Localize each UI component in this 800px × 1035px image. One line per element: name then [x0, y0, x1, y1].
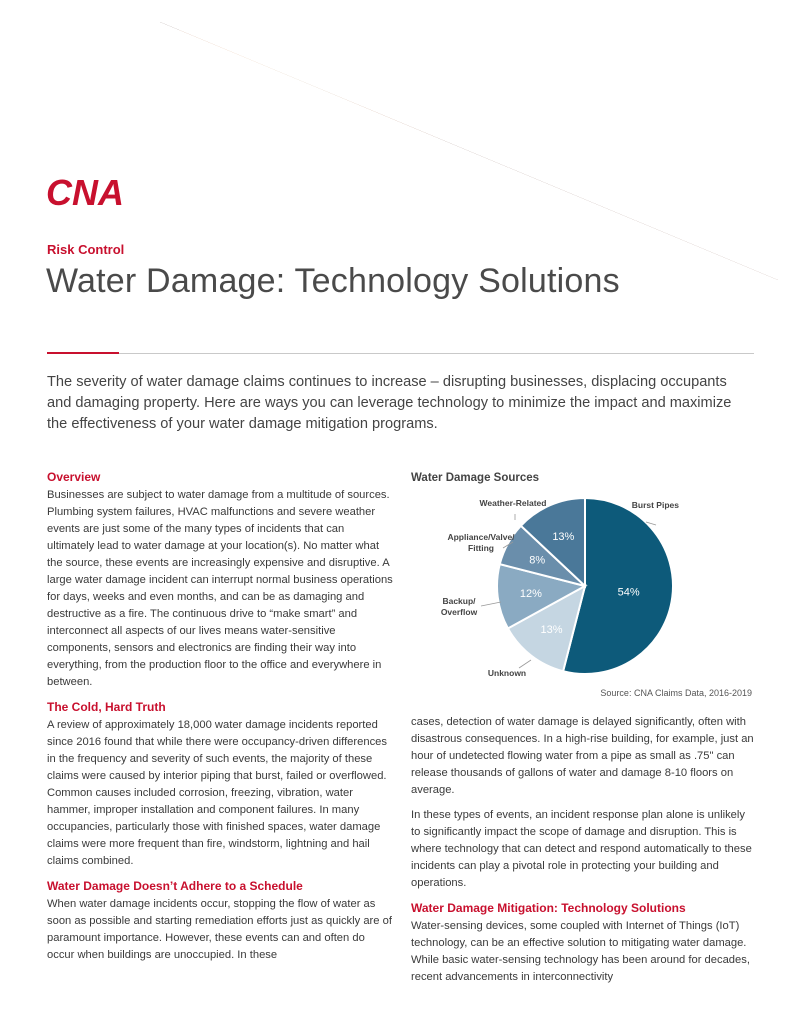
pipe-photo-graphic	[0, 0, 800, 280]
intro-paragraph: The severity of water damage claims continues to increase – disrupting businesses, displacing occupants and damaging property. Here are ways you can leverage technology to minimize the impact and maximize the effectiveness of your water damage mitigation programs.	[47, 374, 732, 432]
slice-category-label: Weather-Related	[479, 498, 547, 508]
header-photo	[0, 0, 800, 280]
right-column	[411, 714, 756, 994]
overview-text: Businesses are subject to water damage from a multitude of sources. Plumbing system failures, HVAC malfunctions and severe weather events are just some of the many types of incidents that can ultimately lead to water damage at your location(s). No matter what the source, these events are increasingly expensive and disruptive. A large water damage incident can interrupt normal business operations for days, weeks and even months, and can be as damaging and destructive as a fire. The continuous drive to “make smart” and interconnect all aspects of our lives means water-sensitive components, sensors and electronics are finding their way into everything, from the production floor to the office and everywhere in between.	[47, 489, 393, 688]
overview-heading: Overview	[47, 470, 101, 484]
schedule-text: When water damage incidents occur, stopping the flow of water as soon as possible and starting remediation efforts just as quickly are of paramount importance. However, these events can and often do occur when buildings are unoccupied. In these	[47, 898, 392, 961]
section-label: Risk Control	[47, 242, 125, 257]
slice-value-label: 13%	[540, 624, 563, 637]
truth-heading: The Cold, Hard Truth	[47, 700, 166, 714]
water-damage-sources-chart	[411, 470, 756, 702]
mitigation-text: Water-sensing devices, some coupled with Internet of Things (IoT) technology, can be an effective solution to mitigating water damage. While basic water-sensing technology has been around for decades, recent advancements in interconnectivity	[411, 920, 750, 983]
slice-category-label: Overflow	[440, 607, 478, 617]
slice-value-label: 12%	[519, 587, 542, 600]
truth-text: A review of approximately 18,000 water damage incidents reported since 2016 found that while there were occupancy-driven differences in the frequency and severity of such events, the majority of these claims were caused by interior piping that burst, failed or overflowed. Common causes included corrosion, freezing, vibration, water hammer, improper installation and component failures. In many occupancies, particularly those with finished spaces, water damage claims were more frequent than fire, windstorm, lightning and hail claims combined.	[47, 719, 387, 867]
slice-category-label: Fitting	[468, 543, 494, 553]
slice-category-label: Appliance/Valve/	[447, 532, 515, 542]
slice-category-label: Unknown	[487, 668, 527, 678]
slice-category-label: Burst Pipes	[631, 500, 679, 510]
accent-rule	[47, 352, 119, 354]
slice-value-label: 54%	[617, 586, 640, 599]
chart-source: Source: CNA Claims Data, 2016-2019	[600, 688, 752, 698]
slice-value-label: 13%	[552, 530, 575, 543]
schedule-heading: Water Damage Doesn’t Adhere to a Schedule	[47, 879, 303, 893]
left-column	[47, 469, 393, 972]
pie-chart	[411, 470, 756, 685]
mitigation-heading: Water Damage Mitigation: Technology Solutions	[411, 901, 686, 915]
response-plan-text: In these types of events, an incident response plan alone is unlikely to significantly impact the scope of damage and disruption. This is where technology that can detect and respond automatically to these incidents can play a pivotal role in protecting your building and operations.	[411, 809, 752, 889]
slice-value-label: 8%	[529, 554, 546, 567]
cna-logo	[46, 174, 146, 210]
chart-title: Water Damage Sources	[411, 472, 540, 484]
slice-category-label: Backup/	[442, 596, 476, 606]
schedule-continued-text: cases, detection of water damage is delayed significantly, often with disastrous consequences. In a high-rise building, for example, just an hour of undetected flowing water from a pipe as small as .75" can release thousands of gallons of water and damage 8-10 floors on average.	[411, 716, 754, 796]
leader-line	[519, 660, 531, 668]
page-title: Water Damage: Technology Solutions	[46, 262, 620, 300]
divider-rule	[119, 353, 754, 354]
svg-text:CNA: CNA	[46, 174, 124, 210]
